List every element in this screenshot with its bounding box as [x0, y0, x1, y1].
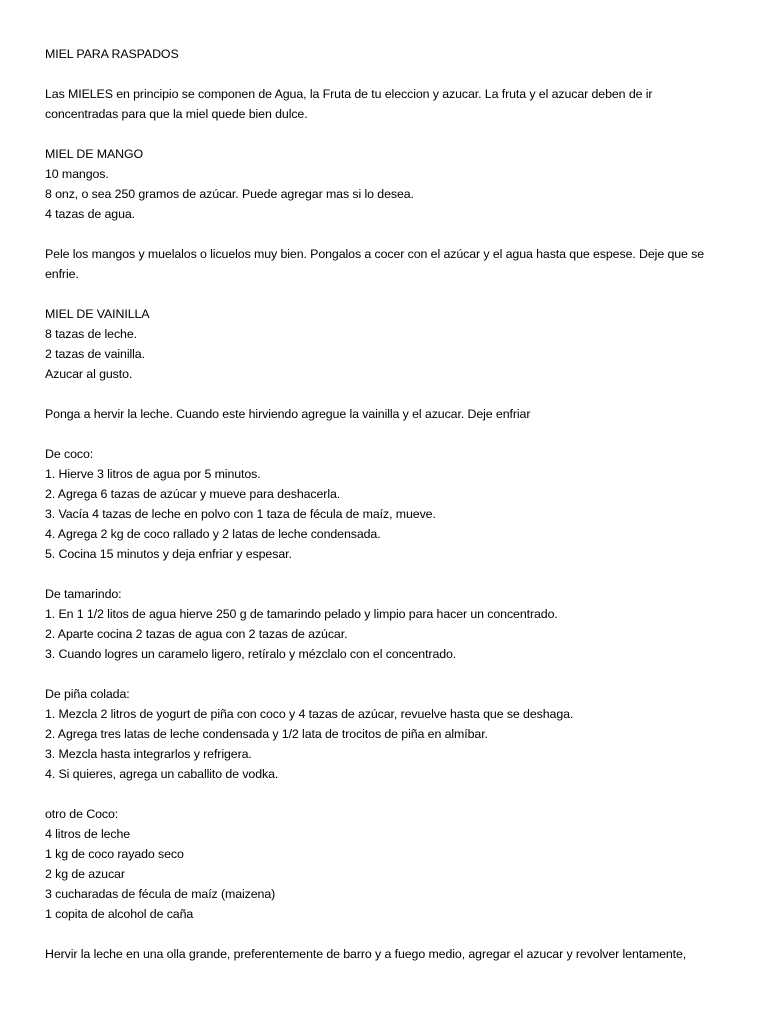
- mango-ingredient: 10 mangos.: [45, 167, 109, 181]
- tamarindo-step: 3. Cuando logres un caramelo ligero, retíralo y mézclalo con el concentrado.: [45, 647, 457, 661]
- coco-step: 5. Cocina 15 minutos y deja enfriar y espesar.: [45, 547, 292, 561]
- coco-step: 3. Vacía 4 tazas de leche en polvo con 1 taza de fécula de maíz, mueve.: [45, 507, 436, 521]
- otro-coco-ingredient: 2 kg de azucar: [45, 867, 125, 881]
- intro-line: concentradas para que la miel quede bien dulce.: [45, 107, 308, 121]
- coco-heading: De coco:: [45, 447, 94, 461]
- mango-ingredient: 8 onz, o sea 250 gramos de azúcar. Puede agregar mas si lo desea.: [45, 187, 414, 201]
- coco-step: 2. Agrega 6 tazas de azúcar y mueve para deshacerla.: [45, 487, 341, 501]
- otro-coco-instructions: Hervir la leche en una olla grande, preferentemente de barro y a fuego medio, agregar el azucar y revolver lentamente,: [45, 947, 687, 961]
- intro-line: Las MIELES en principio se componen de Agua, la Fruta de tu eleccion y azucar. La fruta y el azucar deben de ir: [45, 87, 653, 101]
- otro-coco-ingredient: 3 cucharadas de fécula de maíz (maizena): [45, 887, 276, 901]
- spacer: [45, 224, 735, 244]
- coco-step: 1. Hierve 3 litros de agua por 5 minutos.: [45, 467, 261, 481]
- otro-coco-ingredient: 4 litros de leche: [45, 827, 131, 841]
- pina-colada-step: 3. Mezcla hasta integrarlos y refrigera.: [45, 747, 252, 761]
- vainilla-ingredient: 2 tazas de vainilla.: [45, 347, 145, 361]
- spacer: [45, 924, 735, 944]
- mango-ingredient: 4 tazas de agua.: [45, 207, 136, 221]
- mango-instructions: enfrie.: [45, 267, 79, 281]
- vainilla-ingredient: 8 tazas de leche.: [45, 327, 137, 341]
- vainilla-ingredient: Azucar al gusto.: [45, 367, 133, 381]
- pina-colada-heading: De piña colada:: [45, 687, 130, 701]
- pina-colada-step: 4. Si quieres, agrega un caballito de vodka.: [45, 767, 279, 781]
- spacer: [45, 64, 735, 84]
- spacer: [45, 564, 735, 584]
- tamarindo-heading: De tamarindo:: [45, 587, 122, 601]
- mango-heading: MIEL DE MANGO: [45, 147, 144, 161]
- spacer: [45, 284, 735, 304]
- tamarindo-step: 2. Aparte cocina 2 tazas de agua con 2 tazas de azúcar.: [45, 627, 348, 641]
- spacer: [45, 784, 735, 804]
- tamarindo-step: 1. En 1 1/2 litos de agua hierve 250 g de tamarindo pelado y limpio para hacer un concentrado.: [45, 607, 558, 621]
- spacer: [45, 384, 735, 404]
- spacer: [45, 664, 735, 684]
- pina-colada-step: 1. Mezcla 2 litros de yogurt de piña con coco y 4 tazas de azúcar, revuelve hasta que se deshaga.: [45, 707, 574, 721]
- document-title: MIEL PARA RASPADOS: [45, 47, 179, 61]
- vainilla-heading: MIEL DE VAINILLA: [45, 307, 150, 321]
- spacer: [45, 124, 735, 144]
- spacer: [45, 424, 735, 444]
- coco-step: 4. Agrega 2 kg de coco rallado y 2 latas de leche condensada.: [45, 527, 381, 541]
- document-page: [45, 44, 735, 964]
- pina-colada-step: 2. Agrega tres latas de leche condensada y 1/2 lata de trocitos de piña en almíbar.: [45, 727, 488, 741]
- otro-coco-ingredient: 1 kg de coco rayado seco: [45, 847, 184, 861]
- vainilla-instructions: Ponga a hervir la leche. Cuando este hirviendo agregue la vainilla y el azucar. Deje enfriar: [45, 407, 531, 421]
- mango-instructions: Pele los mangos y muelalos o licuelos muy bien. Pongalos a cocer con el azúcar y el agua hasta que espese. Deje que se: [45, 247, 705, 261]
- otro-coco-heading: otro de Coco:: [45, 807, 119, 821]
- otro-coco-ingredient: 1 copita de alcohol de caña: [45, 907, 194, 921]
